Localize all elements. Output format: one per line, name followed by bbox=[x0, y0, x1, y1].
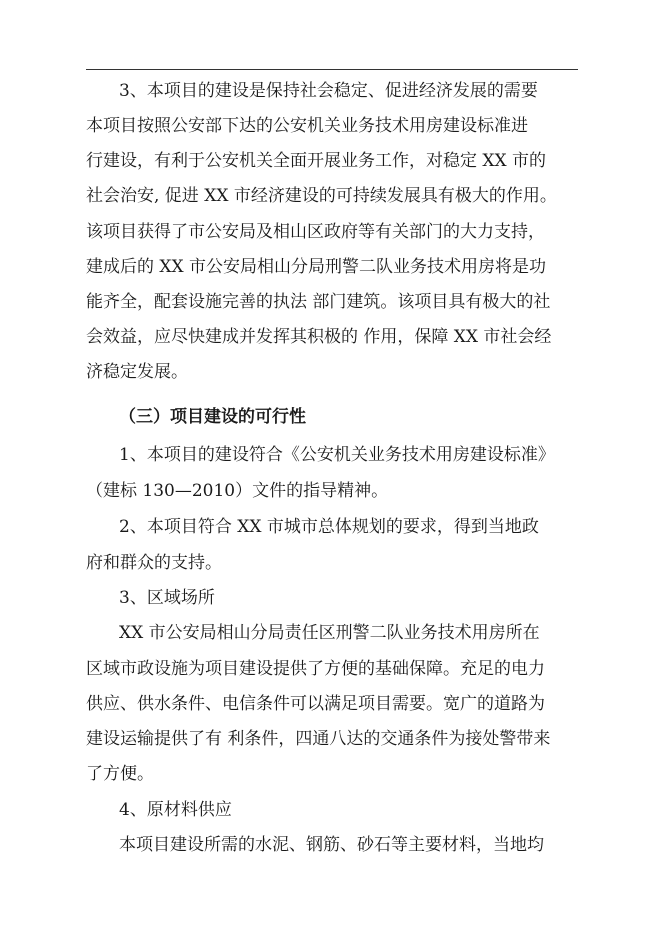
text-line: 了方便。 bbox=[86, 764, 154, 784]
subheading: 3、区域场所 bbox=[119, 588, 215, 608]
text-line: 建成后的 XX 市公安局相山分局刑警二队业务技术用房将是功 bbox=[86, 257, 547, 277]
text-line: 本项目按照公安部下达的公安机关业务技术用房建设标准进 bbox=[86, 116, 528, 136]
header-rule bbox=[86, 69, 578, 70]
text-line: 济稳定发展。 bbox=[86, 362, 188, 382]
text-line: 社会治安, 促进 XX 市经济建设的可持续发展具有极大的作用。 bbox=[86, 186, 557, 206]
subheading: 4、原材料供应 bbox=[119, 800, 232, 820]
text-line: 府和群众的支持。 bbox=[86, 553, 222, 573]
text-line: （建标 130—2010）文件的指导精神。 bbox=[86, 481, 389, 501]
text-line: 供应、供水条件、电信条件可以满足项目需要。宽广的道路为 bbox=[86, 694, 545, 714]
text-line: 行建设，有利于公安机关全面开展业务工作，对稳定 XX 市的 bbox=[86, 151, 547, 171]
text-line: 2、本项目符合 XX 市城市总体规划的要求，得到当地政 bbox=[119, 517, 539, 537]
paragraph-heading-3: 3、本项目的建设是保持社会稳定、促进经济发展的需要 bbox=[119, 81, 538, 101]
text-line: XX 市公安局相山分局责任区刑警二队业务技术用房所在 bbox=[119, 623, 540, 643]
section-heading: （三）项目建设的可行性 bbox=[119, 407, 306, 427]
text-line: 1、本项目的建设符合《公安机关业务技术用房建设标准》 bbox=[119, 445, 555, 465]
text-line: 区域市政设施为项目建设提供了方便的基础保障。充足的电力 bbox=[86, 659, 545, 679]
text-line: 本项目建设所需的水泥、钢筋、砂石等主要材料，当地均 bbox=[119, 835, 544, 855]
text-line: 能齐全，配套设施完善的执法 部门建筑。该项目具有极大的社 bbox=[86, 292, 551, 312]
text-line: 建设运输提供了有 利条件，四通八达的交通条件为接处警带来 bbox=[86, 729, 551, 749]
text-line: 会效益，应尽快建成并发挥其积极的 作用，保障 XX 市社会经 bbox=[86, 327, 552, 347]
text-line: 该项目获得了市公安局及相山区政府等有关部门的大力支持， bbox=[86, 222, 545, 242]
